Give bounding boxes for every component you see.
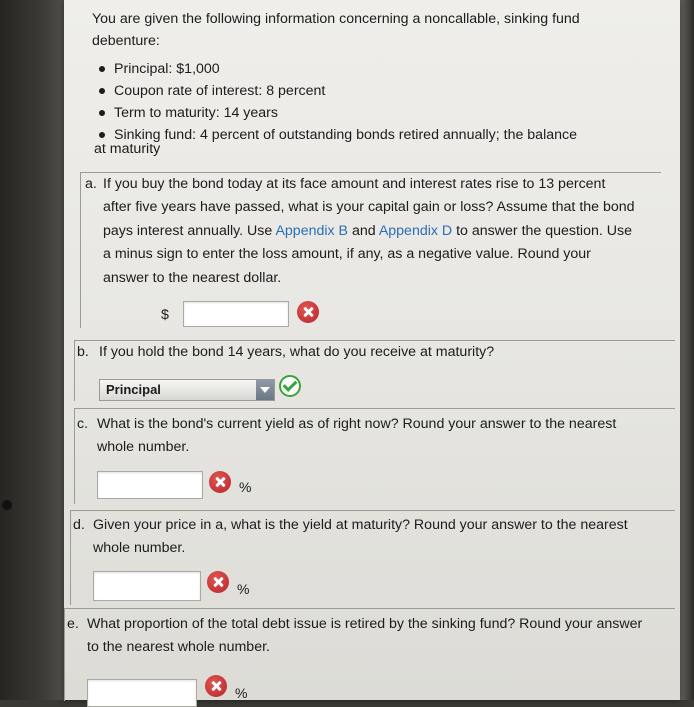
- question-e-text: What proportion of the total debt issue is retired by the sinking fund? Round your answer to the nearest whole number.: [87, 616, 643, 656]
- question-b: [74, 340, 675, 401]
- correct-check-icon: [279, 375, 301, 397]
- bezel-dot: [2, 500, 12, 510]
- incorrect-icon: [209, 471, 231, 493]
- currency-symbol: $: [161, 307, 169, 323]
- percent-unit: %: [239, 479, 252, 495]
- question-b-letter: b.: [77, 344, 89, 360]
- question-e-letter: e.: [67, 616, 79, 632]
- incorrect-icon: [205, 675, 227, 697]
- appendix-b-link[interactable]: Appendix B: [275, 222, 349, 239]
- question-c-text: What is the bond's current yield as of right now? Round your answer to the nearest whole number.: [97, 416, 617, 456]
- question-panel: [64, 0, 680, 700]
- percent-unit: %: [235, 685, 248, 701]
- question-a: [80, 172, 661, 328]
- maturity-select-value: Principal: [106, 382, 161, 397]
- sinking-fund-proportion-input[interactable]: [87, 679, 197, 707]
- bullet-sinking-fund: Sinking fund: 4 percent of outstanding bonds retired annually; the balance: [92, 124, 632, 146]
- incorrect-icon: [207, 571, 229, 593]
- bullet-term: Term to maturity: 14 years: [92, 102, 632, 124]
- capital-gain-input[interactable]: [183, 301, 289, 327]
- question-c-letter: c.: [77, 416, 89, 432]
- percent-unit: %: [237, 581, 250, 597]
- bullet-coupon: Coupon rate of interest: 8 percent: [92, 80, 632, 102]
- appendix-d-link[interactable]: Appendix D: [378, 222, 453, 239]
- intro-text: You are given the following information concerning a noncallable, sinking fund debenture:: [92, 11, 580, 49]
- bond-details-list: [92, 58, 632, 146]
- chevron-down-icon[interactable]: [256, 380, 274, 400]
- monitor-bezel-right: [680, 0, 694, 700]
- question-a-letter: a.: [85, 176, 97, 192]
- question-d-letter: d.: [73, 517, 85, 533]
- question-c: [74, 408, 675, 504]
- question-b-text: If you hold the bond 14 years, what do you receive at maturity?: [99, 344, 495, 360]
- current-yield-input[interactable]: [97, 471, 203, 499]
- maturity-select[interactable]: [99, 379, 275, 401]
- question-e: [64, 608, 675, 701]
- question-d: [70, 510, 675, 605]
- yield-to-maturity-input[interactable]: [93, 571, 201, 601]
- question-d-text: Given your price in a, what is the yield at maturity? Round your answer to the nearest whole number.: [93, 517, 628, 557]
- monitor-bezel-left: [0, 0, 72, 700]
- incorrect-icon: [297, 301, 319, 323]
- bullet-continuation: at maturity: [94, 141, 161, 157]
- question-a-text: If you buy the bond today at its face amount and interest rates rise to 13 percent after five years have passed, what is your capital gain or loss? Assume that the bond pays interest annually. Use Appendix B and Appendix D to answer the question. Use a minus sign to enter the loss amount, if any, as a negative value. Round your answer to the nearest dollar.: [103, 176, 635, 286]
- bullet-principal: Principal: $1,000: [92, 58, 632, 80]
